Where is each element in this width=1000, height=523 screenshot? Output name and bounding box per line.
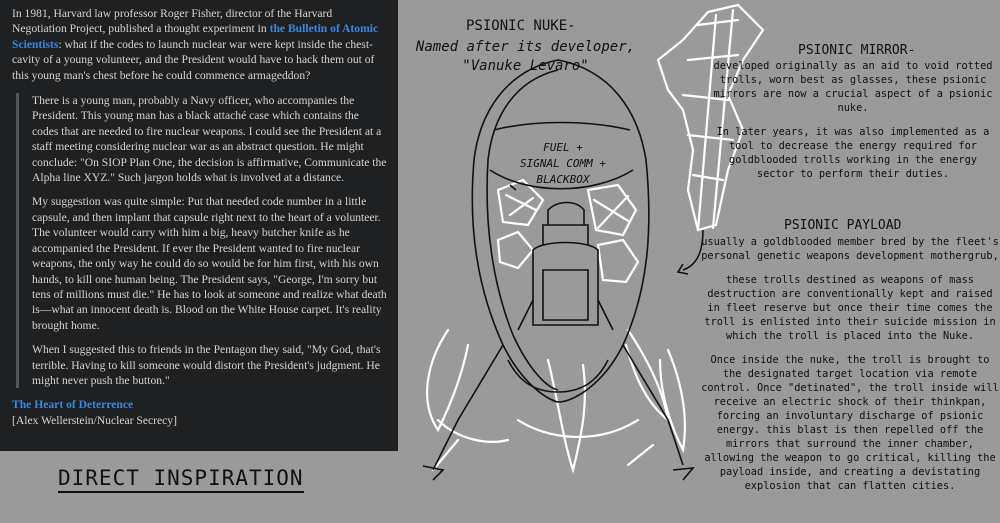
psionic-payload-body <box>700 235 1000 503</box>
quote-panel <box>0 0 398 451</box>
nuke-capsule <box>423 60 693 480</box>
quote-paragraph-3: When I suggested this to friends in the Pentagon they said, "My God, that's terrible. Having to kill someone would distort the President's judgment. He might never push the button." <box>32 343 381 387</box>
fuel-label <box>508 140 618 188</box>
source-title-link[interactable]: The Heart of Deterrence <box>12 398 134 412</box>
mirror-paragraph-1: developed originally as an aid to void rotted trolls, worn best as glasses, these psionic mirrors are now a crucial aspect of a psionic nuke. <box>713 60 993 114</box>
fuel-line-3: BLACKBOX <box>536 173 590 186</box>
psionic-payload-title: PSIONIC PAYLOAD <box>784 218 902 233</box>
bulletin-link[interactable]: the Bulletin of Atomic Scientists <box>12 22 379 51</box>
fuel-line-2: SIGNAL COMM + <box>519 157 607 170</box>
payload-paragraph-2: these trolls destined as weapons of mass destruction are conventionally kept and raised in fleet reserve but once their time comes the troll is enlisted into their suicide mission in which the troll is placed into the Nuke. <box>704 274 996 342</box>
intro-text: In 1981, Harvard law professor Roger Fisher, director of the Harvard Negotiation Project, published a thought experiment in <box>12 7 333 36</box>
quote-paragraph-1: There is a young man, probably a Navy officer, who accompanies the President. This young man has a black attaché case which contains the codes that are needed to fire nuclear weapons. I could see the President at a staff meeting considering nuclear war as an abstract question. He might conclude: "On SIOP Plan One, the decision is affirmative, Communicate the Alpha line XYZ." Such jargon holds what is involved at a distance. <box>32 94 387 185</box>
payload-paragraph-1: usually a goldblooded member bred by the fleet's personal genetic weapons development mothergrub, <box>701 236 999 262</box>
psionic-nuke-title: PSIONIC NUKE- <box>466 18 576 34</box>
fuel-line-1: FUEL + <box>543 141 583 154</box>
payload-paragraph-3: Once inside the nuke, the troll is brought to the designated target location via remote control. Once "detinated", the troll inside will receive an electric shock of their thinkpan, forcing an involuntary discharge of psionic energy. this blast is then repelled off the mirrors that surround the inner chamber, allowing the weapon to go critical, killing the payload inside, and creating a devistating explosion that can flatten cities. <box>701 354 999 492</box>
subtitle-line-1: Named after its developer, <box>415 39 636 55</box>
psionic-nuke-subtitle <box>413 38 638 76</box>
mirror-paragraph-2: In later years, it was also implemented as a tool to decrease the energy required for goldblooded trolls working in the energy sector to perform their duties. <box>716 126 990 180</box>
source-credit: [Alex Wellerstein/Nuclear Secrecy] <box>12 413 177 427</box>
intro-text-end: : what if the codes to launch nuclear war were kept inside the chest-cavity of a young volunteer, and the President would have to hack them out of this young man's chest before he could commence armageddon? <box>12 37 375 82</box>
direct-inspiration-caption: DIRECT INSPIRATION <box>58 466 304 493</box>
psionic-mirror-body <box>708 59 998 191</box>
quote-paragraph-2: My suggestion was quite simple: Put that needed code number in a little capsule, and then implant that capsule right next to the heart of a volunteer. The volunteer would carry with him a big, heavy butcher knife as he accompanied the President. If ever the President wanted to fire nuclear weapons, the only way he could do so would be for him first, with his own hands, to kill one human being. The President says, "George, I'm sorry but tens of millions must die." He has to look at someone and realize what death is—what an innocent death is. Blood on the White House carpet. It's reality brought home. <box>32 195 387 332</box>
blockquote <box>16 93 388 388</box>
subtitle-line-2: "Vanuke Levaro" <box>462 58 589 74</box>
intro-paragraph <box>12 6 388 83</box>
psionic-mirror-title: PSIONIC MIRROR- <box>798 43 916 58</box>
